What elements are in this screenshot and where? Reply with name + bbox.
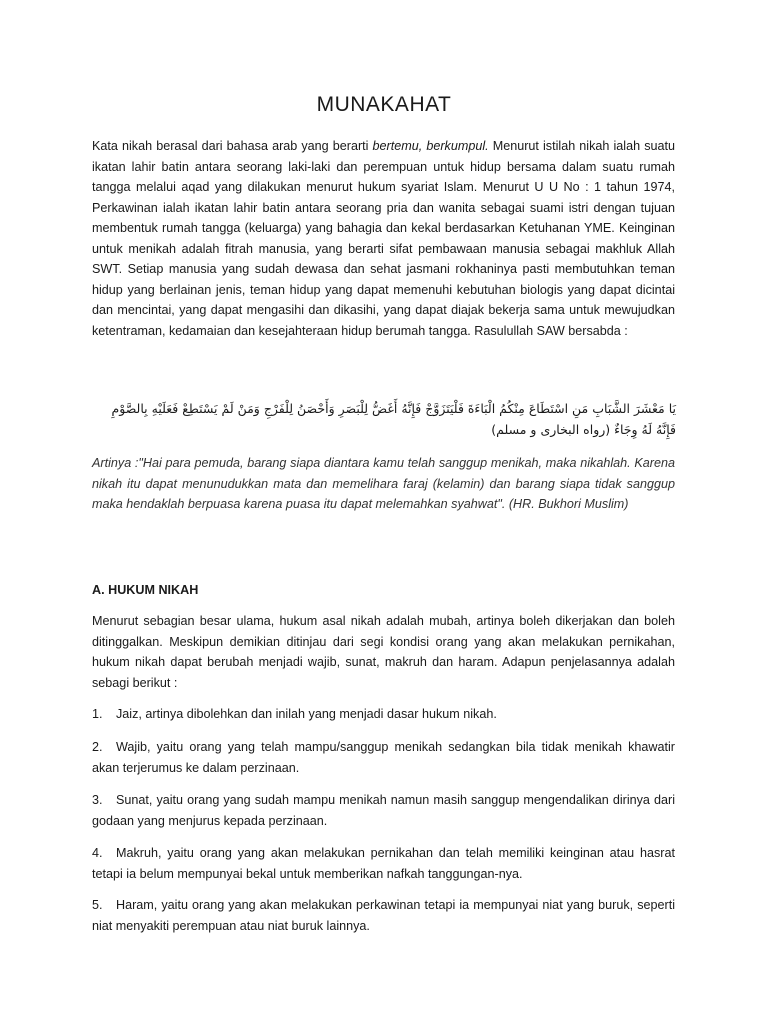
list-item-text: Makruh, yaitu orang yang akan melakukan pernikahan dan telah memiliki keinginan atau hasrat tetapi ia belum mempunyai bekal untuk memberikan nafkah tanggungan-nya.	[92, 846, 675, 881]
intro-paragraph	[92, 136, 675, 341]
list-item-text: Haram, yaitu orang yang akan melakukan perkawinan tetapi ia mempunyai niat yang buruk, seperti niat menyakiti perempuan atau niat buruk lainnya.	[92, 898, 675, 933]
hadith-translation: Artinya :"Hai para pemuda, barang siapa diantara kamu telah sanggup menikah, maka nikahlah. Karena nikah itu dapat menunudukkan mata dan memelihara faraj (kelamin) dan barang siapa tidak sanggup maka hendaklah berpuasa karena puasa itu dapat melemahkan syahwat". (HR. Bukhori Muslim)	[92, 456, 675, 511]
list-item-number: 1.	[92, 707, 103, 721]
list-item	[92, 790, 675, 831]
list-item	[92, 704, 675, 725]
list-item-number: 2.	[92, 740, 103, 754]
list-item-number: 4.	[92, 846, 103, 860]
intro-text-start: Kata nikah berasal dari bahasa arab yang berarti	[92, 139, 373, 153]
section-heading: A. HUKUM NIKAH	[92, 583, 199, 597]
list-item	[92, 895, 675, 936]
page-title: MUNAKAHAT	[316, 93, 452, 116]
list-item-number: 5.	[92, 898, 103, 912]
hukum-intro-paragraph: Menurut sebagian besar ulama, hukum asal nikah adalah mubah, artinya boleh dikerjakan dan boleh ditinggalkan. Meskipun demikian ditinjau dari segi kondisi orang yang akan melakukan pernikahan, hukum nikah dapat berubah menjadi wajib, sunat, makruh dan haram. Adapun penjelasannya adalah sebagi berikut :	[92, 614, 675, 690]
list-item-text: Jaiz, artinya dibolehkan dan inilah yang menjadi dasar hukum nikah.	[116, 707, 497, 721]
hadith-arabic-text: يَا مَعْشَرَ الشَّبَابِ مَنِ اسْتَطَاعَ مِنْكُمُ الْبَاءَةَ فَلْيَتَزَوَّجْ فَإِنَّهُ أَغَضُّ لِلْبَصَرِ وَأَحْصَنُ لِلْفَرْجِ وَمَنْ لَمْ يَسْتَطِعْ فَعَلَيْهِ بِالصَّوْمِ فَإِنَّهُ لَهُ وِجَاءٌ (رواه البخارى و مسلم)	[111, 401, 676, 437]
intro-italic-text: bertemu, berkumpul.	[372, 139, 489, 153]
list-item-text: Sunat, yaitu orang yang sudah mampu menikah namun masih sanggup mengendalikan dirinya dari godaan yang menjurus kepada perzinaan.	[92, 793, 675, 828]
list-item-number: 3.	[92, 793, 103, 807]
list-item-text: Wajib, yaitu orang yang telah mampu/sanggup menikah sedangkan bila tidak menikah khawatir akan terjerumus ke dalam perzinaan.	[92, 740, 675, 775]
intro-text-rest: Menurut istilah nikah ialah suatu ikatan lahir batin antara seorang laki-laki dan perempuan untuk hidup bersama dalam suatu rumah tangga melalui aqad yang dilakukan menurut hukum syariat Islam. Menurut U U No : 1 tahun 1974, Perkawinan ialah ikatan lahir batin antara seorang pria dan wanita sebagai suami istri dengan tujuan membentuk rumah tangga (keluarga) yang bahagia dan kekal berdasarkan Ketuhanan YME. Keinginan untuk menikah adalah fitrah manusia, yang berarti sifat pembawaan manusia sebagai makhluk Allah SWT. Setiap manusia yang sudah dewasa dan sehat jasmani rokhaninya pasti membutuhkan teman hidup yang berlainan jenis, teman hidup yang dapat memenuhi kebutuhan biologis yang dapat dicintai dan mencintai, yang dapat mengasihi dan dikasihi, yang dapat diajak bekerja sama untuk mewujudkan ketentraman, kedamaian dan kesejahteraan hidup berumah tangga. Rasulullah SAW bersabda :	[92, 139, 675, 338]
list-item	[92, 737, 675, 778]
list-item	[92, 843, 675, 884]
